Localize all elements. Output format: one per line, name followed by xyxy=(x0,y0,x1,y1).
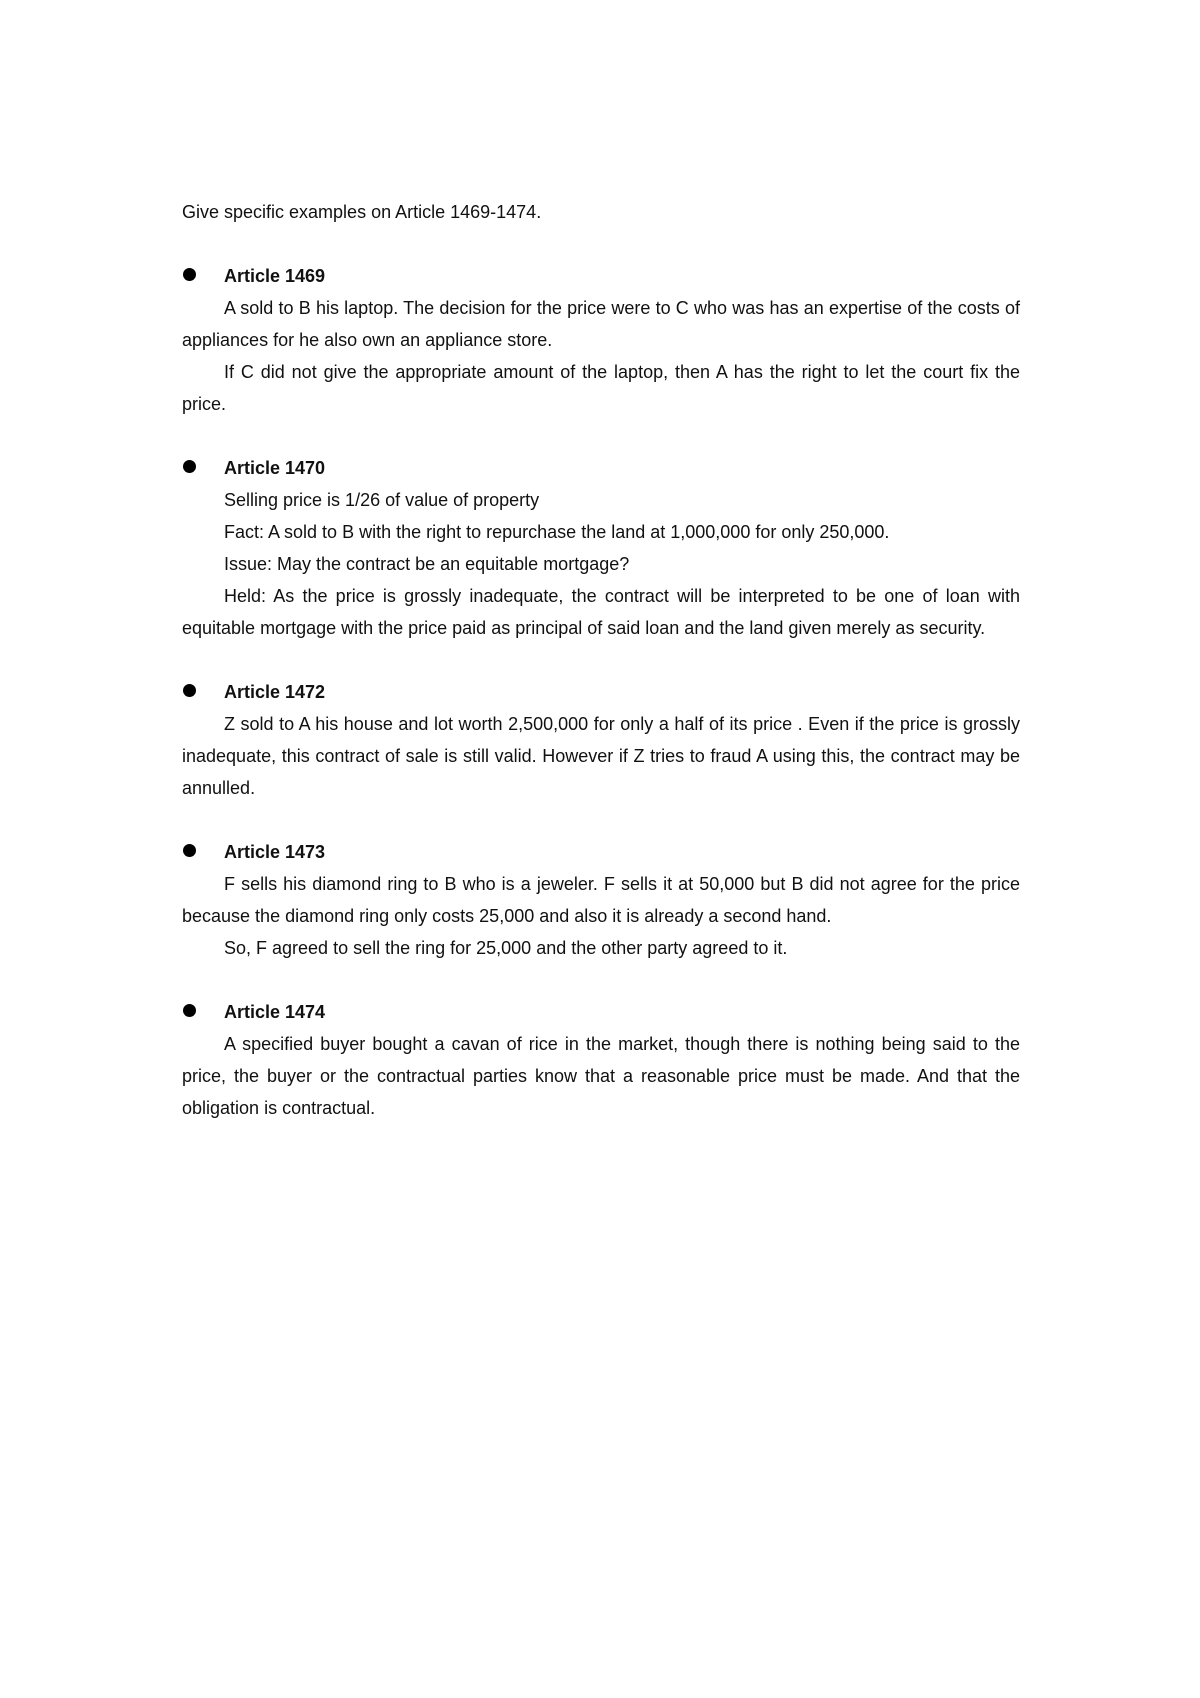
bullet-icon xyxy=(183,268,196,281)
article-line: Selling price is 1/26 of value of property xyxy=(224,490,540,510)
article-paragraph: Held: As the price is grossly inadequate, the contract will be interpreted to be one of loan with equitable mortgage with the price paid as principal of said loan and the land given merely as security. xyxy=(182,586,1020,638)
article-1469-section xyxy=(182,260,1020,420)
bullet-icon xyxy=(183,460,196,473)
bullet-icon xyxy=(183,1004,196,1017)
article-paragraph: A sold to B his laptop. The decision for the price were to C who was has an expertise of the costs of appliances for he also own an appliance store. xyxy=(182,298,1020,350)
article-paragraph: Z sold to A his house and lot worth 2,500,000 for only a half of its price . Even if the price is grossly inadequate, this contract of sale is still valid. However if Z tries to fraud A using this, the contract may be annulled. xyxy=(182,714,1020,798)
article-heading: Article 1470 xyxy=(224,458,326,478)
article-1470-section xyxy=(182,452,1020,644)
article-heading: Article 1473 xyxy=(224,842,326,862)
article-heading: Article 1474 xyxy=(224,1002,326,1022)
bullet-icon xyxy=(183,844,196,857)
article-paragraph: F sells his diamond ring to B who is a jeweler. F sells it at 50,000 but B did not agree for the price because the diamond ring only costs 25,000 and also it is already a second hand. xyxy=(182,874,1020,926)
intro-text: Give specific examples on Article 1469-1474. xyxy=(182,202,542,222)
article-1474-section xyxy=(182,996,1020,1124)
article-heading: Article 1469 xyxy=(224,266,326,286)
document-body xyxy=(182,196,1020,1156)
article-line: Issue: May the contract be an equitable mortgage? xyxy=(224,554,630,574)
article-1472-section xyxy=(182,676,1020,804)
bullet-icon xyxy=(183,684,196,697)
article-paragraph: A specified buyer bought a cavan of rice in the market, though there is nothing being said to the price, the buyer or the contractual parties know that a reasonable price must be made. And that the obligation is contractual. xyxy=(182,1034,1020,1118)
article-line: Fact: A sold to B with the right to repurchase the land at 1,000,000 for only 250,000. xyxy=(224,522,890,542)
article-paragraph: If C did not give the appropriate amount of the laptop, then A has the right to let the court fix the price. xyxy=(182,362,1020,414)
article-1473-section xyxy=(182,836,1020,964)
article-paragraph: So, F agreed to sell the ring for 25,000 and the other party agreed to it. xyxy=(224,938,788,958)
article-heading: Article 1472 xyxy=(224,682,326,702)
